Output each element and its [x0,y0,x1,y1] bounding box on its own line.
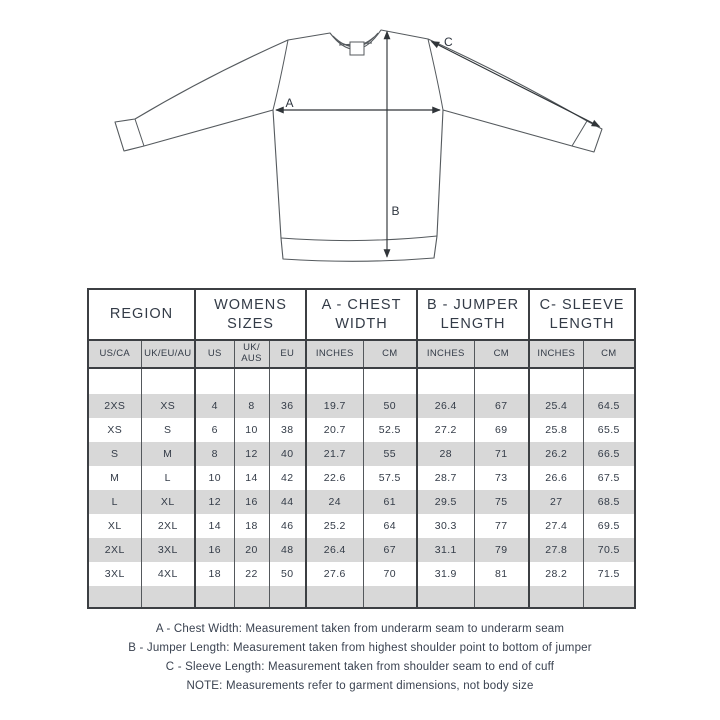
table-cell: 8 [195,442,234,466]
table-cell: 22 [234,562,269,586]
table-cell: 19.7 [306,394,363,418]
measure-label-c: C [444,35,453,49]
table-cell: XS [107,424,123,436]
table-cell: 4 [195,394,234,418]
table-cell: 10 [195,466,234,490]
table-cell [88,586,141,608]
table-cell: 26.6 [529,466,583,490]
table-cell: XL [107,520,122,532]
table-cell: 3XL [141,538,195,562]
table-cell: 20 [234,538,269,562]
table-cell: 67 [363,538,417,562]
neck-tag [350,42,364,55]
table-cell: 14 [195,514,234,538]
table-cell [269,368,306,394]
table-cell [529,586,583,608]
note-line: C - Sleeve Length: Measurement taken from shoulder seam to end of cuff [165,661,555,673]
col-header-sleeve-inches: INCHES [529,340,583,368]
table-cell: L [111,496,118,508]
table-cell [363,586,417,608]
note-line: NOTE: Measurements refer to garment dimensions, not body size [186,680,534,692]
col-header-jumper-cm: CM [474,340,529,368]
table-cell: 16 [195,538,234,562]
table-cell: 55 [363,442,417,466]
table-cell: 27 [529,490,583,514]
table-cell: M [110,472,120,484]
table-cell: 81 [474,562,529,586]
table-cell: 52.5 [363,418,417,442]
col-header-chest-cm: CM [363,340,417,368]
table-cell: 46 [269,514,306,538]
table-cell [417,368,474,394]
table-cell: 2XS [104,400,126,412]
spacer-row [88,368,635,394]
jumper-outline [115,30,602,261]
table-cell: 27.8 [529,538,583,562]
table-cell: 25.2 [306,514,363,538]
table-row [88,442,635,466]
table-cell: 3XL [104,568,125,580]
table-cell: 69.5 [583,514,635,538]
col-header-us: US [195,340,234,368]
table-cell: 25.8 [529,418,583,442]
table-cell [474,368,529,394]
table-cell [529,368,583,394]
table-cell: S [141,418,195,442]
table-cell: 10 [234,418,269,442]
table-cell: 26.4 [417,394,474,418]
col-header-chest-inches: INCHES [306,340,363,368]
table-cell [583,586,635,608]
measurement-notes [0,620,720,696]
col-header-sleeve-cm: CM [583,340,635,368]
table-row [88,562,635,586]
table-cell: 28.2 [529,562,583,586]
table-cell: 66.5 [583,442,635,466]
table-cell: 8 [234,394,269,418]
table-cell [363,368,417,394]
table-cell: 40 [269,442,306,466]
table-cell: 67 [474,394,529,418]
table-cell: 26.2 [529,442,583,466]
col-group-womens-sizes: WOMENS SIZES [195,289,306,340]
table-cell: 79 [474,538,529,562]
table-cell [474,586,529,608]
table-cell [306,368,363,394]
note-line: A - Chest Width: Measurement taken from underarm seam to underarm seam [155,623,565,635]
col-group-region: REGION [88,289,195,340]
table-cell: 24 [306,490,363,514]
table-cell: 61 [363,490,417,514]
table-cell [141,586,195,608]
table-cell: 69 [474,418,529,442]
table-cell: 68.5 [583,490,635,514]
table-cell: 12 [234,442,269,466]
table-cell: 12 [195,490,234,514]
table-row [88,514,635,538]
table-cell: 16 [234,490,269,514]
table-cell [583,368,635,394]
table-cell [306,586,363,608]
col-group-sleeve-length: C- SLEEVE LENGTH [529,289,635,340]
table-cell: 42 [269,466,306,490]
table-cell: 29.5 [417,490,474,514]
note-line: B - Jumper Length: Measurement taken from highest shoulder point to bottom of jumper [128,642,592,654]
table-sub-header-row [88,340,635,368]
table-cell: 26.4 [306,538,363,562]
table-cell [234,368,269,394]
size-chart-table [87,288,636,609]
table-cell [141,368,195,394]
col-header-uk-aus: UK/ AUS [234,340,269,368]
col-group-chest-width: A - CHEST WIDTH [306,289,417,340]
table-cell: 27.6 [306,562,363,586]
jumper-measurement-diagram [0,0,720,286]
table-row [88,490,635,514]
table-cell [195,368,234,394]
table-cell [234,586,269,608]
table-cell: 38 [269,418,306,442]
table-cell: 22.6 [306,466,363,490]
table-cell: 50 [269,562,306,586]
table-cell: 20.7 [306,418,363,442]
col-header-uk-eu-au: UK/EU/AU [141,340,195,368]
table-cell: 65.5 [583,418,635,442]
empty-end-row [88,586,635,608]
table-cell: 21.7 [306,442,363,466]
table-cell: M [141,442,195,466]
table-cell: XS [141,394,195,418]
table-cell: 30.3 [417,514,474,538]
table-cell: 31.9 [417,562,474,586]
table-cell: 28.7 [417,466,474,490]
table-cell: 4XL [141,562,195,586]
table-cell: L [141,466,195,490]
table-cell: 77 [474,514,529,538]
table-cell: 67.5 [583,466,635,490]
col-header-jumper-inches: INCHES [417,340,474,368]
table-cell: 70.5 [583,538,635,562]
table-cell: 36 [269,394,306,418]
table-cell: 14 [234,466,269,490]
table-cell: 27.4 [529,514,583,538]
table-cell [88,368,141,394]
table-row [88,466,635,490]
table-cell: 73 [474,466,529,490]
table-cell: 75 [474,490,529,514]
col-header-eu: EU [269,340,306,368]
table-cell: 28 [417,442,474,466]
table-cell: 25.4 [529,394,583,418]
table-cell: 50 [363,394,417,418]
table-cell: 18 [195,562,234,586]
table-cell: 2XL [141,514,195,538]
table-cell: 18 [234,514,269,538]
table-row [88,418,635,442]
table-row [88,538,635,562]
measure-label-a: A [285,96,294,110]
table-cell: 6 [195,418,234,442]
table-group-header-row [88,289,635,340]
table-cell: 48 [269,538,306,562]
table-cell: 57.5 [363,466,417,490]
table-row [88,394,635,418]
table-cell: 64.5 [583,394,635,418]
table-cell [417,586,474,608]
table-cell: 70 [363,562,417,586]
table-cell: 64 [363,514,417,538]
table-cell: 27.2 [417,418,474,442]
measure-label-b: B [391,204,400,218]
col-group-jumper-length: B - JUMPER LENGTH [417,289,529,340]
table-cell: 71.5 [583,562,635,586]
table-cell: S [111,448,119,460]
table-cell: XL [141,490,195,514]
col-header-us-ca: US/CA [88,340,141,368]
table-cell: 44 [269,490,306,514]
table-cell: 71 [474,442,529,466]
table-cell: 2XL [104,544,125,556]
table-cell [269,586,306,608]
table-cell [195,586,234,608]
table-cell: 31.1 [417,538,474,562]
